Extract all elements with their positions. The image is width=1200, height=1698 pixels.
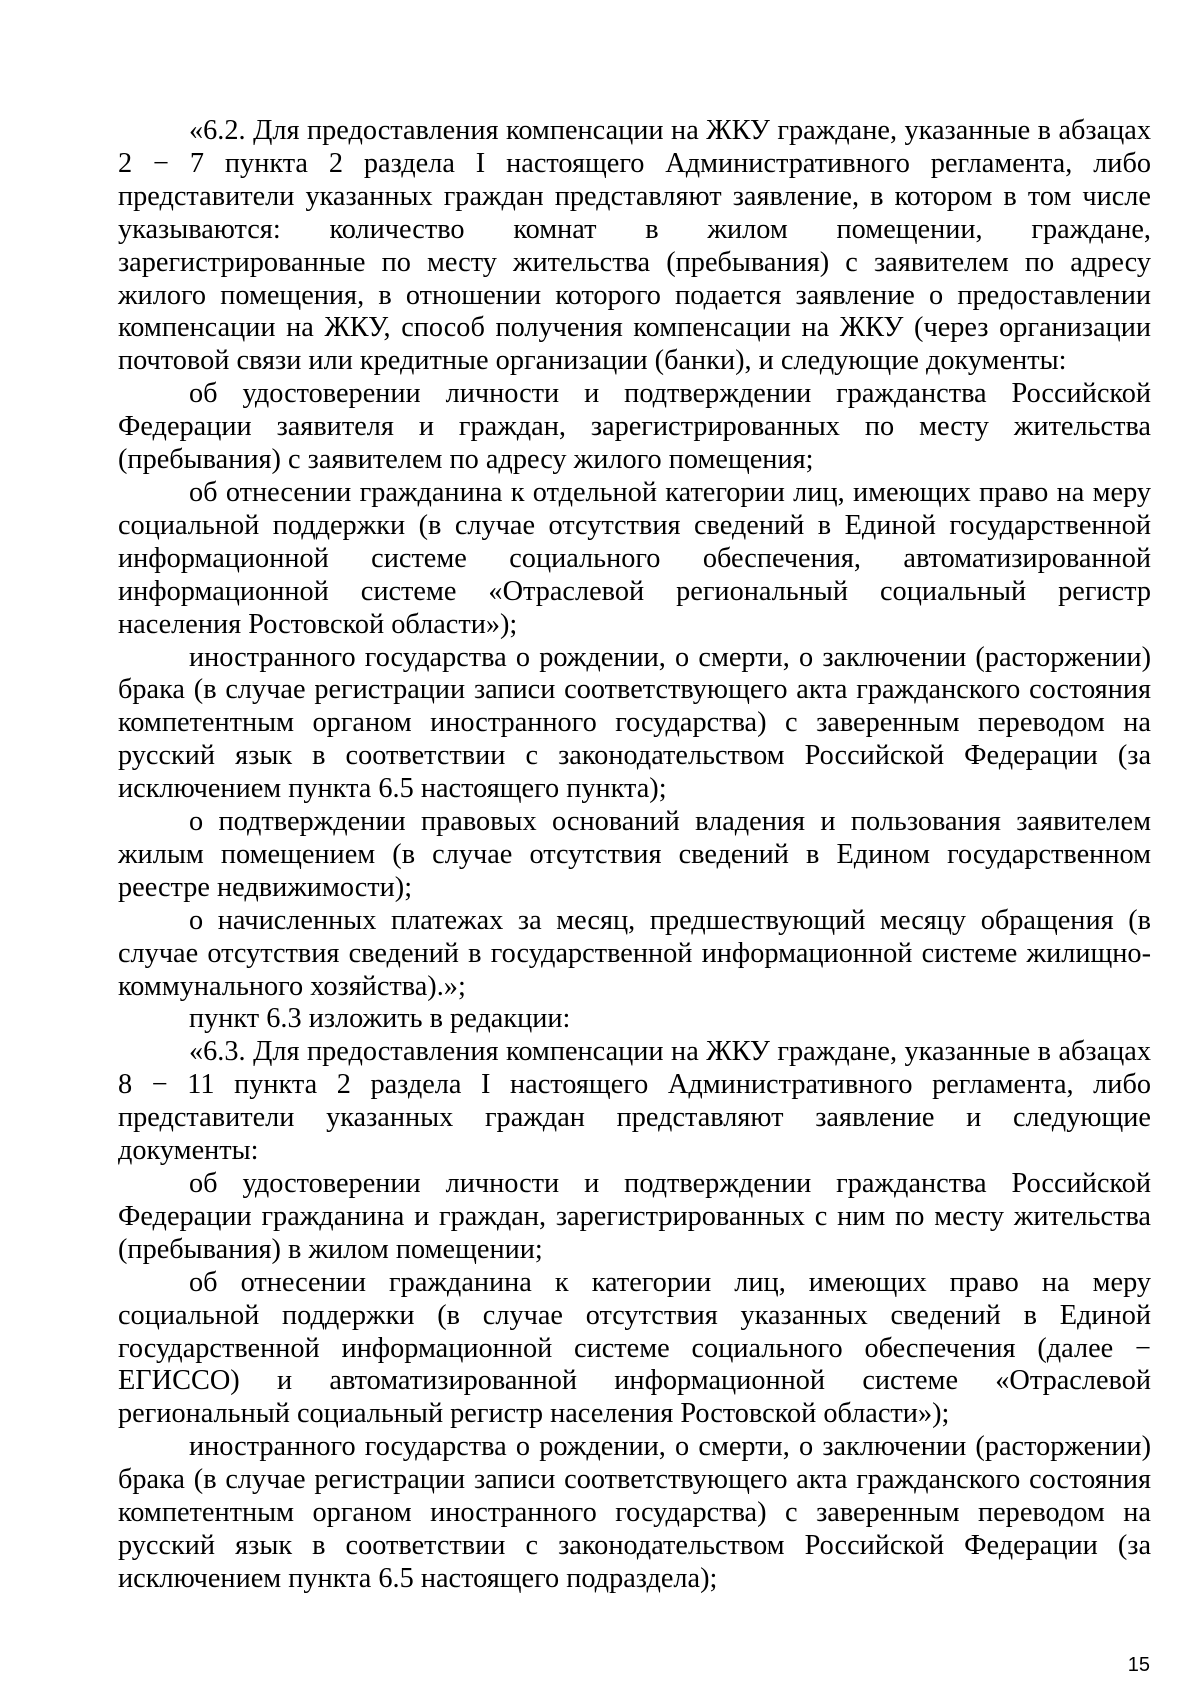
paragraph-foreign-state-documents: иностранного государства о рождении, о смерти, о заключении (расторжении) брака (в случае регистрации записи соответствующего акта гражданского состояния компетентным органом иностранного государства) с заверенным переводом на русский язык в соответствии с законодательством Российской Федерации (за исключением пункта 6.5 настоящего пункта); [118, 641, 1151, 805]
page-number: 15 [1127, 1654, 1150, 1676]
paragraph-category-documents: об отнесении гражданина к отдельной категории лиц, имеющих право на меру социальной поддержки (в случае отсутствия сведений в Единой государственной информационной системе социального обеспечения, автоматизированной информационной системе «Отраслевой региональный социальный регистр населения Ростовской области»); [118, 476, 1151, 640]
paragraph-6-2-intro: «6.2. Для предоставления компенсации на ЖКУ граждане, указанные в абзацах 2 − 7 пункта 2 раздела I настоящего Административного регламента, либо представители указанных граждан представляют заявление, в котором в том числе указываются: количество комнат в жилом помещении, граждане, зарегистрированные по месту жительства (пребывания) с заявителем по адресу жилого помещения, в отношении которого подается заявление о предоставлении компенсации на ЖКУ, способ получения компенсации на ЖКУ (через организации почтовой связи или кредитные организации (банки), и следующие документы: [118, 115, 1151, 377]
paragraph-identity-documents: об удостоверении личности и подтверждении гражданства Российской Федерации заявителя и граждан, зарегистрированных по месту жительства (пребывания) с заявителем по адресу жилого помещения; [118, 378, 1151, 476]
paragraph-property-rights: о подтверждении правовых оснований владения и пользования заявителем жилым помещением (в случае отсутствия сведений в Едином государственном реестре недвижимости); [118, 806, 1151, 903]
paragraph-6-3-amendment: пункт 6.3 изложить в редакции: [189, 1003, 571, 1035]
document-body [118, 115, 1151, 1596]
paragraph-6-3-intro: «6.3. Для предоставления компенсации на ЖКУ граждане, указанные в абзацах 8 − 11 пункта 2 раздела I настоящего Административного регламента, либо представители указанных граждан представляют заявление и следующие документы: [118, 1036, 1151, 1167]
paragraph-accrued-payments: о начисленных платежах за месяц, предшествующий месяцу обращения (в случае отсутствия сведений в государственной информационной системе жилищно-коммунального хозяйства).»; [118, 904, 1151, 1002]
paragraph-identity-documents-6-3: об удостоверении личности и подтверждении гражданства Российской Федерации гражданина и граждан, зарегистрированных с ним по месту жительства (пребывания) в жилом помещении; [118, 1168, 1151, 1265]
paragraph-foreign-state-documents-6-3: иностранного государства о рождении, о смерти, о заключении (расторжении) брака (в случае регистрации записи соответствующего акта гражданского состояния компетентным органом иностранного государства) с заверенным переводом на русский язык в соответствии с законодательством Российской Федерации (за исключением пункта 6.5 настоящего подраздела); [118, 1431, 1151, 1594]
paragraph-category-documents-6-3: об отнесении гражданина к категории лиц, имеющих право на меру социальной поддержки (в случае отсутствия указанных сведений в Единой государственной информационной системе социального обеспечения (далее − ЕГИССО) и автоматизированной информационной системе «Отраслевой региональный социальный регистр населения Ростовской области»); [118, 1266, 1151, 1430]
